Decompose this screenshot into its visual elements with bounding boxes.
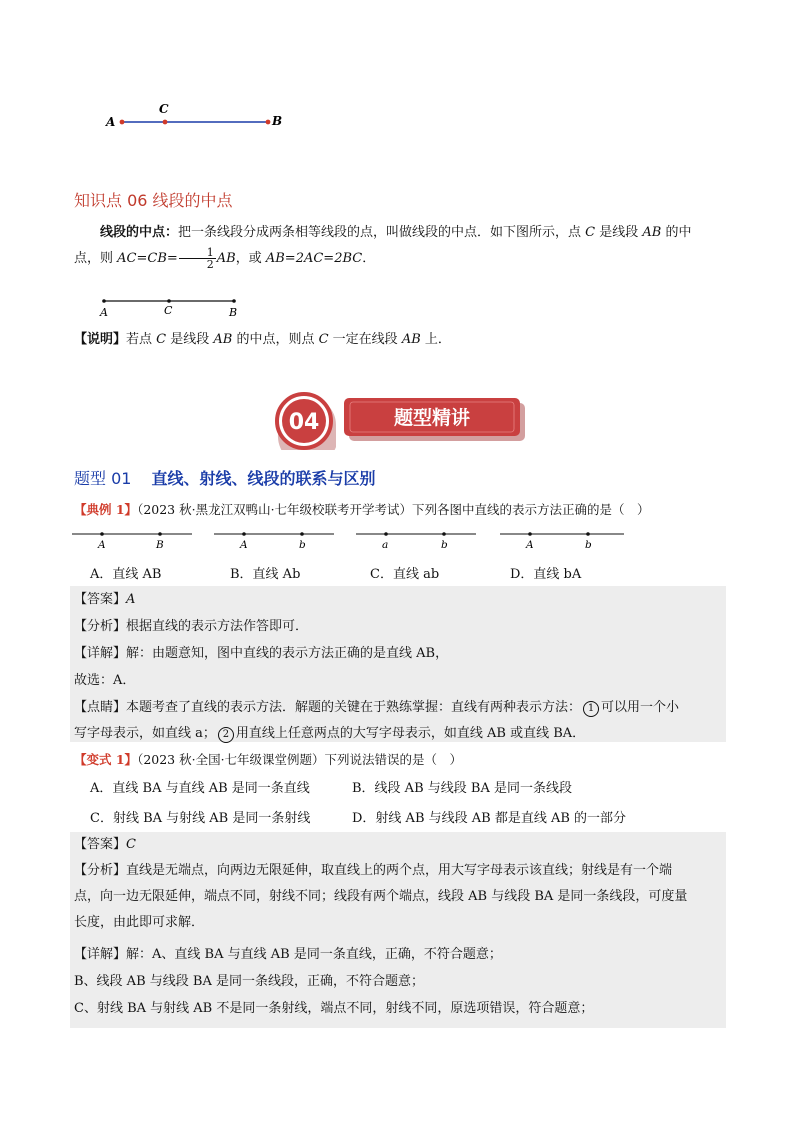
var-option-a: A．直线 BA 与直线 AB 是同一条直线 xyxy=(90,781,310,796)
fraction-one-half: $\frac{1}{2}$ xyxy=(179,247,216,270)
midpoint-definition: 线段的中点：把一条线段分成两条相等线段的点，叫做线段的中点．如下图所示，点 C 是线段 AB 的中 点，则 AC=CB= $\frac{1}{2}$ AB，或 AB=2AC=2BC． xyxy=(74,225,692,271)
point-b xyxy=(266,120,271,125)
svg-text:A: A xyxy=(240,539,248,551)
svg-text:B: B xyxy=(229,306,238,319)
fig-option-a xyxy=(72,532,192,551)
svg-text:C: C xyxy=(164,304,173,317)
fig-option-c xyxy=(356,532,476,551)
svg-text:b: b xyxy=(585,539,592,551)
svg-text:A: A xyxy=(100,306,108,319)
knowledge-point-title: 知识点 06 线段的中点 xyxy=(74,191,233,210)
option-d: D．直线 bA xyxy=(510,567,582,582)
var1-answer: 【答案】C xyxy=(74,837,136,852)
var1-analysis-3: 长度，由此即可求解． xyxy=(74,915,205,930)
var-option-d: D．射线 AB 与线段 AB 都是直线 AB 的一部分 xyxy=(352,811,627,826)
example-1-stem: 【典例 1】（2023 秋·黑龙江双鸭山·七年级校联考开学考试）下列各图中直线的表示方法正确的是（ ） xyxy=(74,502,650,517)
var1-detail-2: B、线段 AB 与线段 BA 是同一条线段，正确，不符合题意； xyxy=(74,974,424,989)
banner-number: 04 xyxy=(288,410,320,435)
svg-text:A: A xyxy=(98,539,106,551)
svg-text:B: B xyxy=(156,539,164,551)
point-c xyxy=(163,120,168,125)
note-line: 【说明】若点 C 是线段 AB 的中点，则点 C 一定在线段 AB 上． xyxy=(74,332,451,347)
point-a xyxy=(120,120,125,125)
variant-1-options-row-2 xyxy=(90,807,690,826)
fig-option-b xyxy=(214,532,334,551)
example-1-figures xyxy=(72,528,632,556)
type-title: 题型 01 直线、射线、线段的联系与区别 xyxy=(74,469,376,488)
svg-text:a: a xyxy=(382,539,389,551)
var1-detail: 【详解】解：A、直线 BA 与直线 AB 是同一条直线，正确，不符合题意； xyxy=(74,947,502,962)
label-b: B xyxy=(272,114,283,128)
option-a: A．直线 AB xyxy=(90,567,162,582)
label-c: C xyxy=(159,102,169,116)
var-option-c: C．射线 BA 与射线 AB 是同一条射线 xyxy=(90,811,311,826)
var1-detail-3: C、射线 BA 与射线 AB 不是同一条射线，端点不同，射线不同，原选项错误，符合题意； xyxy=(74,1001,594,1016)
var1-analysis: 【分析】直线是无端点，向两边无限延伸，取直线上的两个点，用大写字母表示该直线；射线是有一个端 xyxy=(74,863,673,878)
var1-analysis-2: 点，向一边无限延伸，端点不同，射线不同；线段有两个端点，线段 AB 与线段 BA 是同一条线段，可度量 xyxy=(74,889,688,904)
ex1-comment: 【点睛】本题考查了直线的表示方法．解题的关键在于熟练掌握：直线有两种表示方法： 1 可以用一个小 xyxy=(74,700,680,715)
svg-text:b: b xyxy=(299,539,306,551)
svg-text:b: b xyxy=(441,539,448,551)
ex1-choose: 故选：A． xyxy=(74,673,136,688)
ex1-answer: 【答案】A xyxy=(74,592,136,607)
midpoint-figure xyxy=(96,293,246,321)
option-b: B．直线 Ab xyxy=(230,567,301,582)
option-c: C．直线 ab xyxy=(370,567,440,582)
variant-1-stem: 【变式 1】（2023 秋·全国·七年级课堂例题）下列说法错误的是（ ） xyxy=(74,752,463,767)
term-midpoint: 线段的中点： xyxy=(100,225,179,240)
example-1-options xyxy=(90,563,690,582)
ex1-analysis: 【分析】根据直线的表示方法作答即可． xyxy=(74,619,309,634)
section-banner xyxy=(270,392,530,450)
segment-figure-acb xyxy=(100,98,300,138)
ex1-detail: 【详解】解：由题意知，图中直线的表示方法正确的是直线 AB， xyxy=(74,646,449,661)
fig-option-d xyxy=(500,532,624,551)
banner-label: 题型精讲 xyxy=(393,407,471,429)
svg-text:A: A xyxy=(526,539,534,551)
label-a: A xyxy=(106,115,116,129)
ex1-comment-2: 写字母表示，如直线 a； 2 用直线上任意两点的大写字母表示，如直线 AB 或直线 BA． xyxy=(74,726,586,741)
variant-1-options-row-1 xyxy=(90,777,690,796)
var-option-b: B．线段 AB 与线段 BA 是同一条线段 xyxy=(352,781,572,796)
